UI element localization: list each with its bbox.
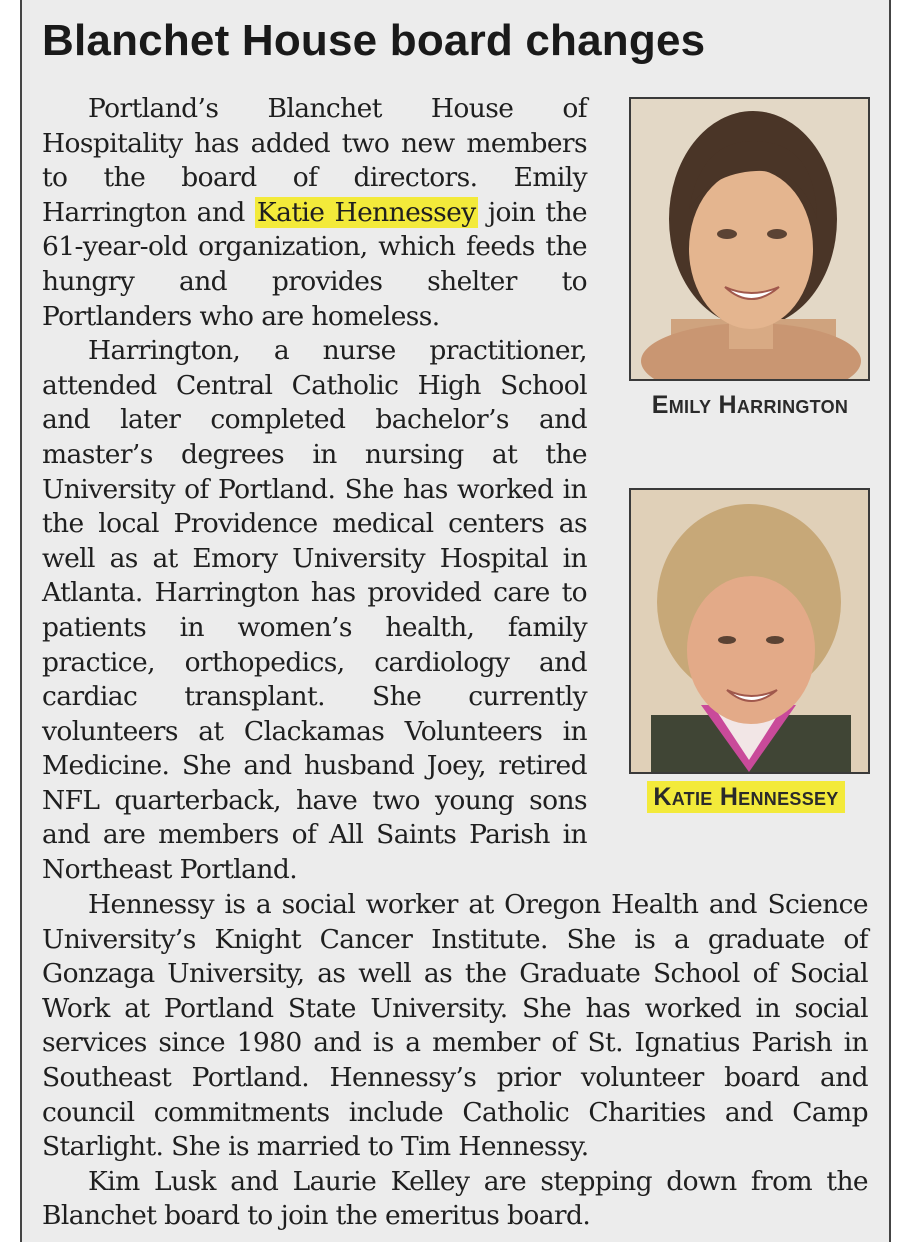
intro-text-start: Portland’s Blanchet House of Hospitality has added two new members to the board of directors. Emily Harrington and	[42, 93, 587, 228]
photo-katie-hennessey	[629, 488, 870, 774]
caption-highlight: Katie Hennessey	[647, 781, 844, 813]
photo-emily-harrington	[629, 97, 870, 381]
paragraph-intro	[42, 92, 587, 334]
article-body-narrow-column	[42, 92, 587, 888]
left-margin	[0, 0, 20, 1242]
article-headline: Blanchet House board changes	[42, 16, 706, 65]
right-margin	[891, 0, 910, 1242]
paragraph-stepping-down: Kim Lusk and Laurie Kelley are stepping down from the Blanchet board to join the emeritus board.	[42, 1165, 868, 1232]
portrait-woman-dark-hair-icon	[631, 99, 868, 379]
left-rule	[20, 0, 22, 1242]
caption-emily-harrington: Emily Harrington	[651, 391, 849, 419]
right-rule	[889, 0, 891, 1242]
caption-katie-hennessey	[622, 780, 870, 814]
highlighted-name: Katie Hennessey	[256, 196, 476, 228]
portrait-woman-blonde-hair-icon	[631, 490, 868, 772]
paragraph-hennessy: Hennessy is a social worker at Oregon Health and Science University’s Knight Cancer Institute. She is a graduate of Gonzaga University, as well as the Graduate School of Social Work at Portland State University. She has worked in social services since 1980 and is a member of St. Ignatius Parish in Southeast Portland. Hennessy’s prior volunteer board and council commitments include Catholic Charities and Camp Starlight. She is married to Tim Hennessy.	[42, 889, 868, 1163]
article-body-wide-column	[42, 888, 868, 1234]
intro-text-end: join the 61-year-old organization, which feeds the hungry and provides shelter to Portlanders who are homeless.	[42, 196, 587, 332]
paragraph-harrington: Harrington, a nurse practitioner, attended Central Catholic High School and later completed bachelor’s and master’s degrees in nursing at the University of Portland. She has worked in the local Providence medical centers as well as at Emory University Hospital in Atlanta. Harrington has provided care to patients in women’s health, family practice, orthopedics, cardiology and cardiac transplant. She currently volunteers at Clackamas Volunteers in Medicine. She and husband Joey, retired NFL quarterback, have two young sons and are members of All Saints Parish in Northeast Portland.	[42, 335, 587, 886]
